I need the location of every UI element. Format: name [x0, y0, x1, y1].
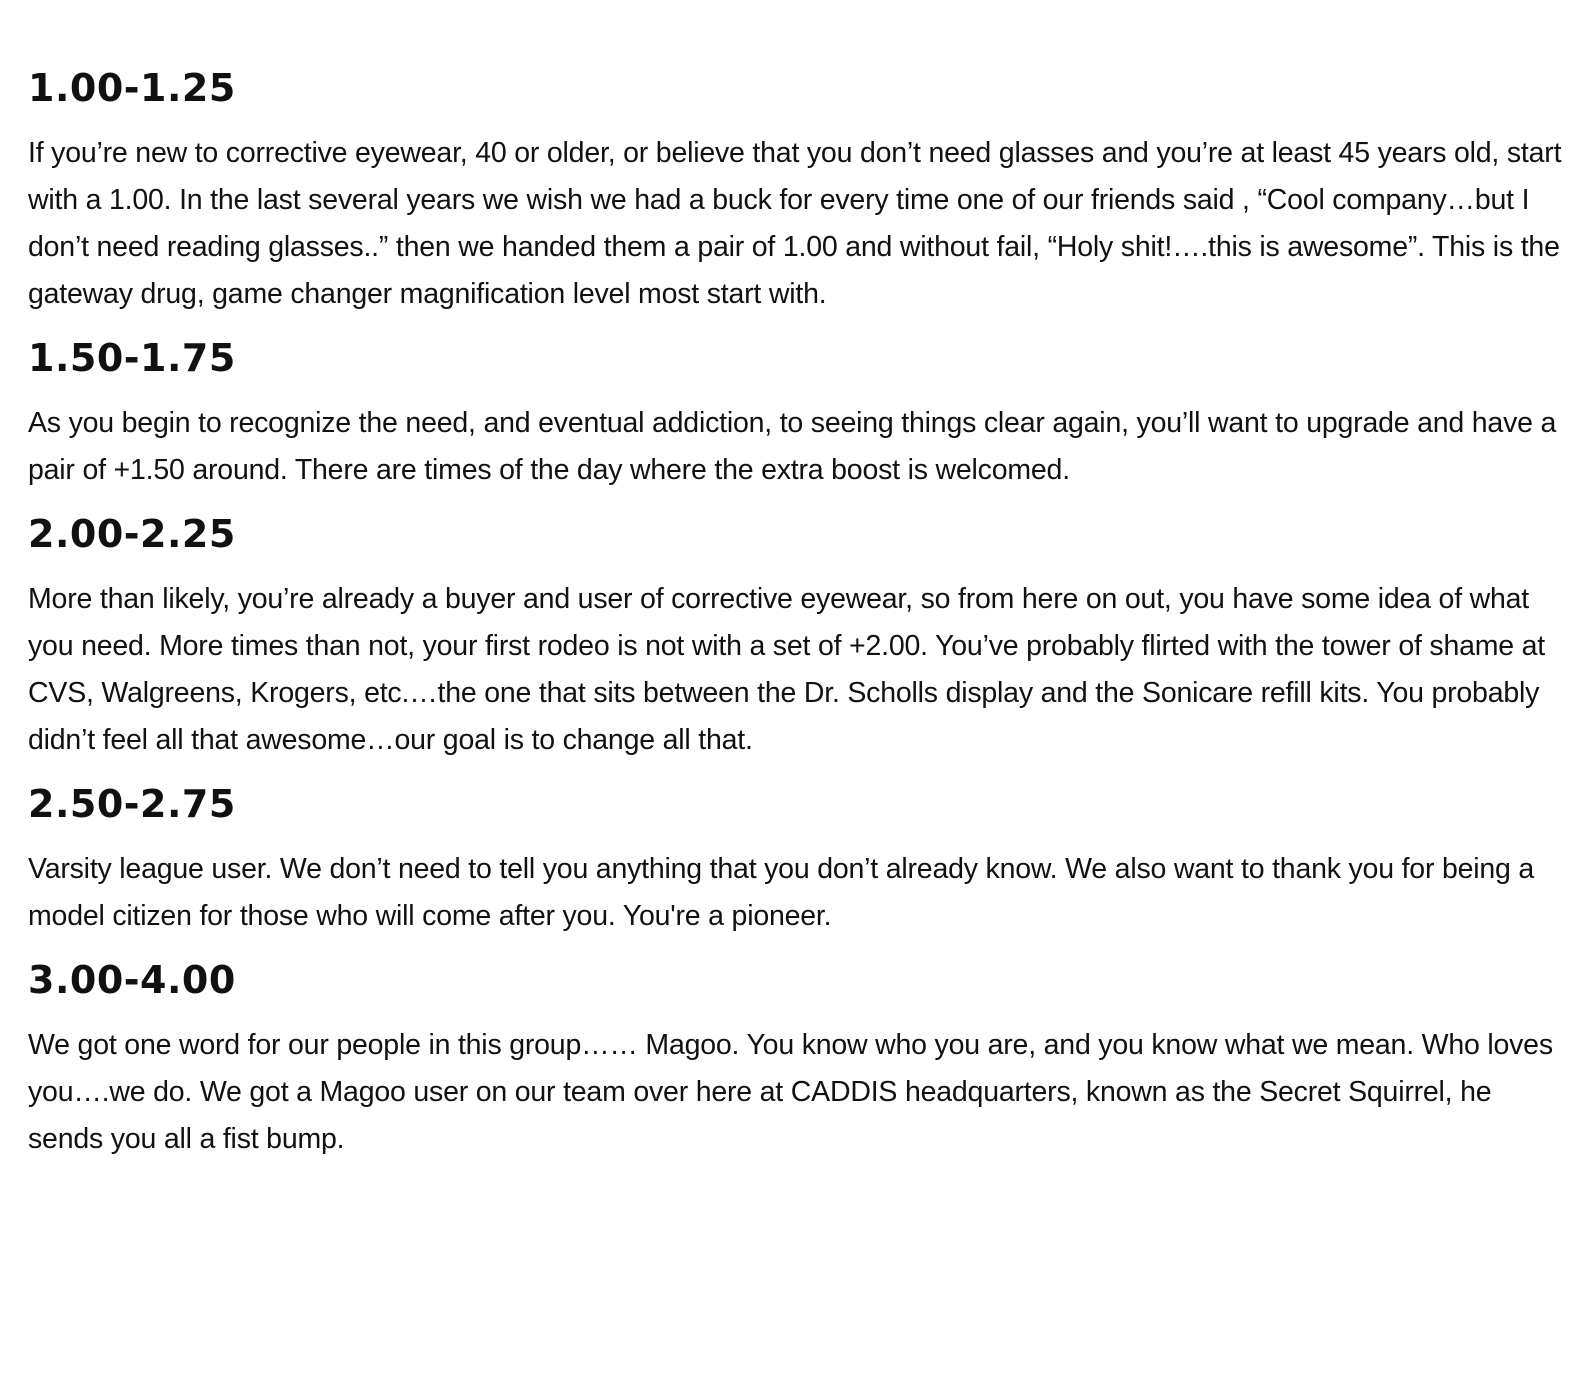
section-3-00-4-00	[28, 958, 1568, 1163]
article-content	[28, 66, 1568, 1181]
section-heading: 1.50-1.75	[28, 336, 236, 380]
section-heading: 2.00-2.25	[28, 512, 236, 556]
section-body: If you’re new to corrective eyewear, 40 or older, or believe that you don’t need glasses and you’re at least 45 years old, start with a 1.00. In the last several years we wish we had a buck for every time one of our friends said , “Cool company…but I don’t need reading glasses..” then we handed them a pair of 1.00 and without fail, “Holy shit!….this is awesome”. This is the gateway drug, game changer magnification level most start with.	[28, 137, 1562, 310]
section-1-50-1-75	[28, 336, 1568, 494]
section-body: We got one word for our people in this group…… Magoo. You know who you are, and you know what we mean. Who loves you….we do. We got a Magoo user on our team over here at CADDIS headquarters, known as the Secret Squirrel, he sends you all a fist bump.	[28, 1029, 1553, 1155]
section-2-00-2-25	[28, 512, 1568, 764]
section-2-50-2-75	[28, 782, 1568, 940]
section-body: As you begin to recognize the need, and eventual addiction, to seeing things clear again, you’ll want to upgrade and have a pair of +1.50 around. There are times of the day where the extra boost is welcomed.	[28, 407, 1557, 486]
section-1-00-1-25	[28, 66, 1568, 318]
section-heading: 1.00-1.25	[28, 66, 236, 110]
section-body: Varsity league user. We don’t need to tell you anything that you don’t already know. We also want to thank you for being a model citizen for those who will come after you. You're a pioneer.	[28, 853, 1535, 932]
section-heading: 2.50-2.75	[28, 782, 236, 826]
section-body: More than likely, you’re already a buyer and user of corrective eyewear, so from here on out, you have some idea of what you need. More times than not, your first rodeo is not with a set of +2.00. You’ve probably flirted with the tower of shame at CVS, Walgreens, Krogers, etc.…the one that sits between the Dr. Scholls display and the Sonicare refill kits. You probably didn’t feel all that awesome…our goal is to change all that.	[28, 583, 1546, 756]
section-heading: 3.00-4.00	[28, 958, 236, 1002]
